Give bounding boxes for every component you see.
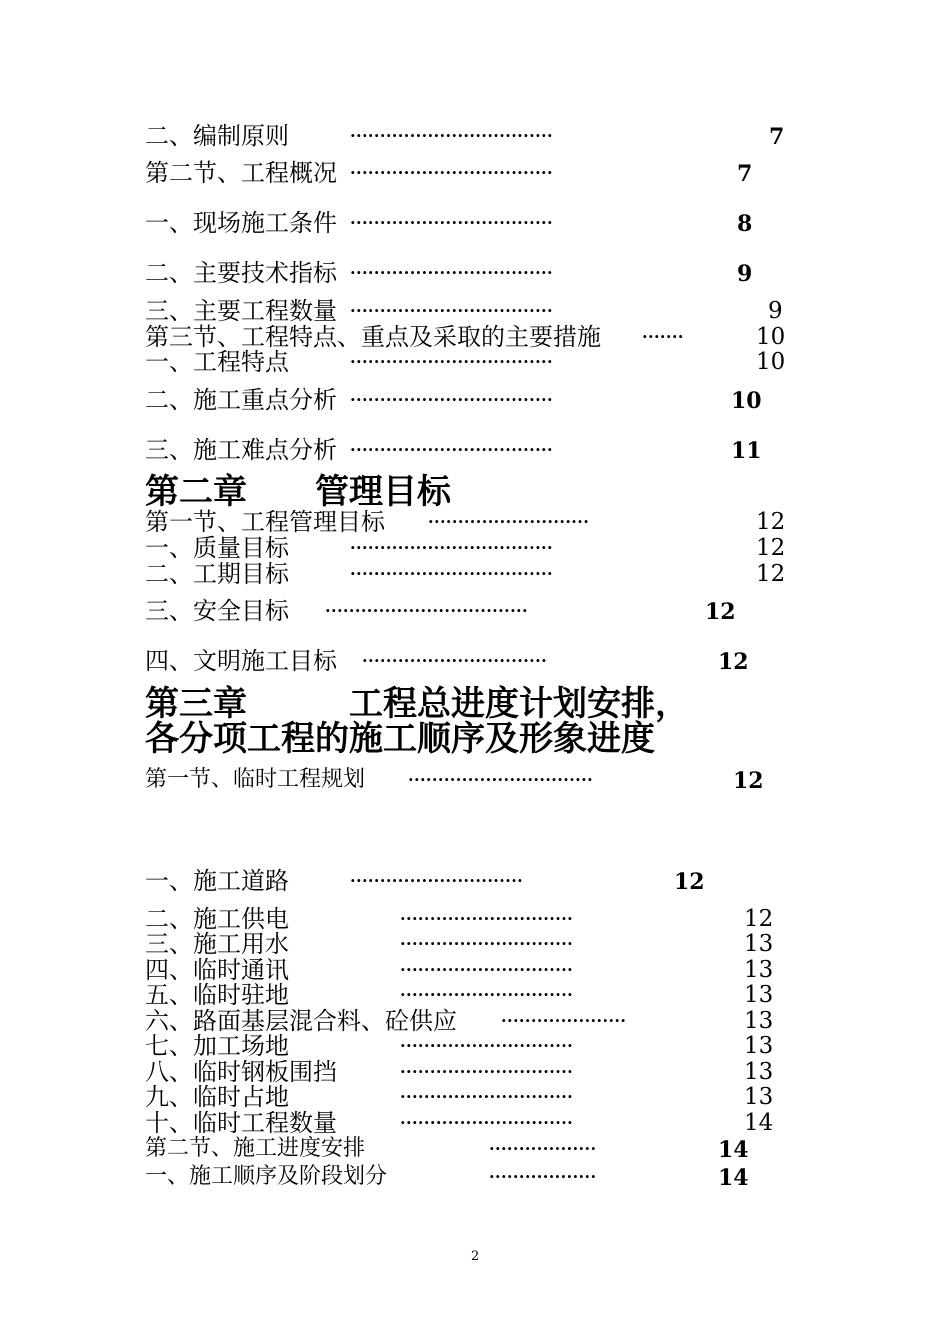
toc-leader-dots: ·································· [350, 301, 553, 320]
toc-title: 二、施工重点分析 [145, 386, 337, 414]
toc-page-number: 8 [737, 211, 753, 237]
toc-title: 一、现场施工条件 [145, 209, 337, 237]
toc-leader-dots: ····························· [400, 985, 574, 1004]
toc-page-number: 9 [737, 261, 753, 287]
toc-page-number: 11 [731, 438, 762, 464]
toc-leader-dots: ·································· [350, 440, 553, 459]
toc-title: 六、路面基层混合料、砼供应 [145, 1007, 457, 1035]
toc-title: 八、临时钢板围挡 [145, 1058, 337, 1086]
toc-page-number: 12 [674, 869, 705, 895]
toc-title: 一、工程特点 [145, 348, 289, 376]
toc-leader-dots: ····························· [400, 1062, 574, 1081]
toc-page-number: 7 [769, 124, 785, 150]
toc-leader-dots: ····························· [350, 871, 524, 890]
toc-leader-dots: ·································· [350, 564, 553, 583]
toc-title: 二、施工供电 [145, 905, 289, 933]
toc-page-number: 13 [744, 1084, 774, 1110]
toc-title: 三、施工用水 [145, 930, 289, 958]
toc-page-number: 12 [756, 535, 786, 561]
toc-page-number: 7 [737, 161, 753, 187]
chapter-heading-continued: 各分项工程的施工顺序及形象进度 [145, 719, 655, 759]
toc-title: 一、质量目标 [145, 534, 289, 562]
toc-leader-dots: ····························· [400, 1113, 574, 1132]
toc-page-number: 13 [744, 1033, 774, 1059]
toc-leader-dots: ·································· [350, 213, 553, 232]
toc-title: 第二节、工程概况 [145, 159, 337, 187]
toc-page-number: 14 [718, 1137, 749, 1163]
toc-leader-dots: ·································· [350, 352, 553, 371]
toc-page-number: 10 [731, 388, 762, 414]
toc-title: 四、临时通讯 [145, 956, 289, 984]
toc-leader-dots: ······· [642, 327, 684, 346]
toc-leader-dots: ·································· [350, 163, 553, 182]
toc-page-number: 10 [756, 324, 786, 350]
toc-title: 七、加工场地 [145, 1032, 289, 1060]
toc-title: 第二节、施工进度安排 [145, 1136, 366, 1161]
toc-page-number: 12 [756, 561, 786, 587]
toc-leader-dots: ·················· [489, 1167, 597, 1186]
toc-page-number: 12 [756, 509, 786, 535]
toc-leader-dots: ·································· [350, 390, 553, 409]
toc-leader-dots: ······························· [362, 651, 548, 670]
toc-leader-dots: ·································· [350, 263, 553, 282]
toc-title: 一、施工道路 [145, 867, 289, 895]
toc-page-number: 12 [744, 906, 774, 932]
toc-page-number: 13 [744, 982, 774, 1008]
toc-leader-dots: ····························· [400, 1036, 574, 1055]
toc-leader-dots: ······························· [408, 770, 594, 789]
toc-title: 五、临时驻地 [145, 981, 289, 1009]
toc-page-number: 12 [718, 649, 749, 675]
toc-title: 十、临时工程数量 [145, 1109, 337, 1137]
toc-leader-dots: ·································· [350, 126, 553, 145]
toc-leader-dots: ·················· [489, 1139, 597, 1158]
toc-title: 三、主要工程数量 [145, 297, 337, 325]
toc-title: 二、编制原则 [145, 122, 289, 150]
toc-page-number: 13 [744, 957, 774, 983]
toc-title: 第一节、工程管理目标 [145, 508, 385, 536]
toc-page-number: 12 [705, 599, 736, 625]
toc-title: 二、主要技术指标 [145, 259, 337, 287]
chapter-heading: 第二章 管理目标 [145, 472, 451, 512]
toc-page-number: 9 [768, 298, 783, 324]
toc-page-number: 14 [744, 1110, 774, 1136]
toc-title: 第一节、临时工程规划 [145, 767, 366, 792]
toc-title: 一、施工顺序及阶段划分 [145, 1164, 388, 1189]
toc-title: 二、工期目标 [145, 560, 289, 588]
toc-title: 三、施工难点分析 [145, 436, 337, 464]
toc-page-number: 13 [744, 1059, 774, 1085]
toc-leader-dots: ····························· [400, 1087, 574, 1106]
toc-leader-dots: ·································· [325, 601, 528, 620]
toc-leader-dots: ··························· [428, 512, 590, 531]
toc-title: 九、临时占地 [145, 1083, 289, 1111]
toc-leader-dots: ····························· [400, 934, 574, 953]
toc-title: 第三节、工程特点、重点及采取的主要措施 [145, 323, 601, 351]
toc-page-number: 14 [718, 1165, 749, 1191]
toc-leader-dots: ····················· [501, 1011, 627, 1030]
toc-leader-dots: ····························· [400, 960, 574, 979]
toc-page-number: 13 [744, 931, 774, 957]
page-number-footer: 2 [471, 1249, 480, 1264]
toc-title: 四、文明施工目标 [145, 647, 337, 675]
toc-leader-dots: ····························· [400, 909, 574, 928]
toc-leader-dots: ·································· [350, 538, 553, 557]
toc-title: 三、安全目标 [145, 597, 289, 625]
toc-page-number: 13 [744, 1008, 774, 1034]
toc-page-number: 10 [756, 349, 786, 375]
toc-page-number: 12 [733, 768, 764, 794]
chapter-heading: 第三章 工程总进度计划安排， [145, 684, 689, 724]
